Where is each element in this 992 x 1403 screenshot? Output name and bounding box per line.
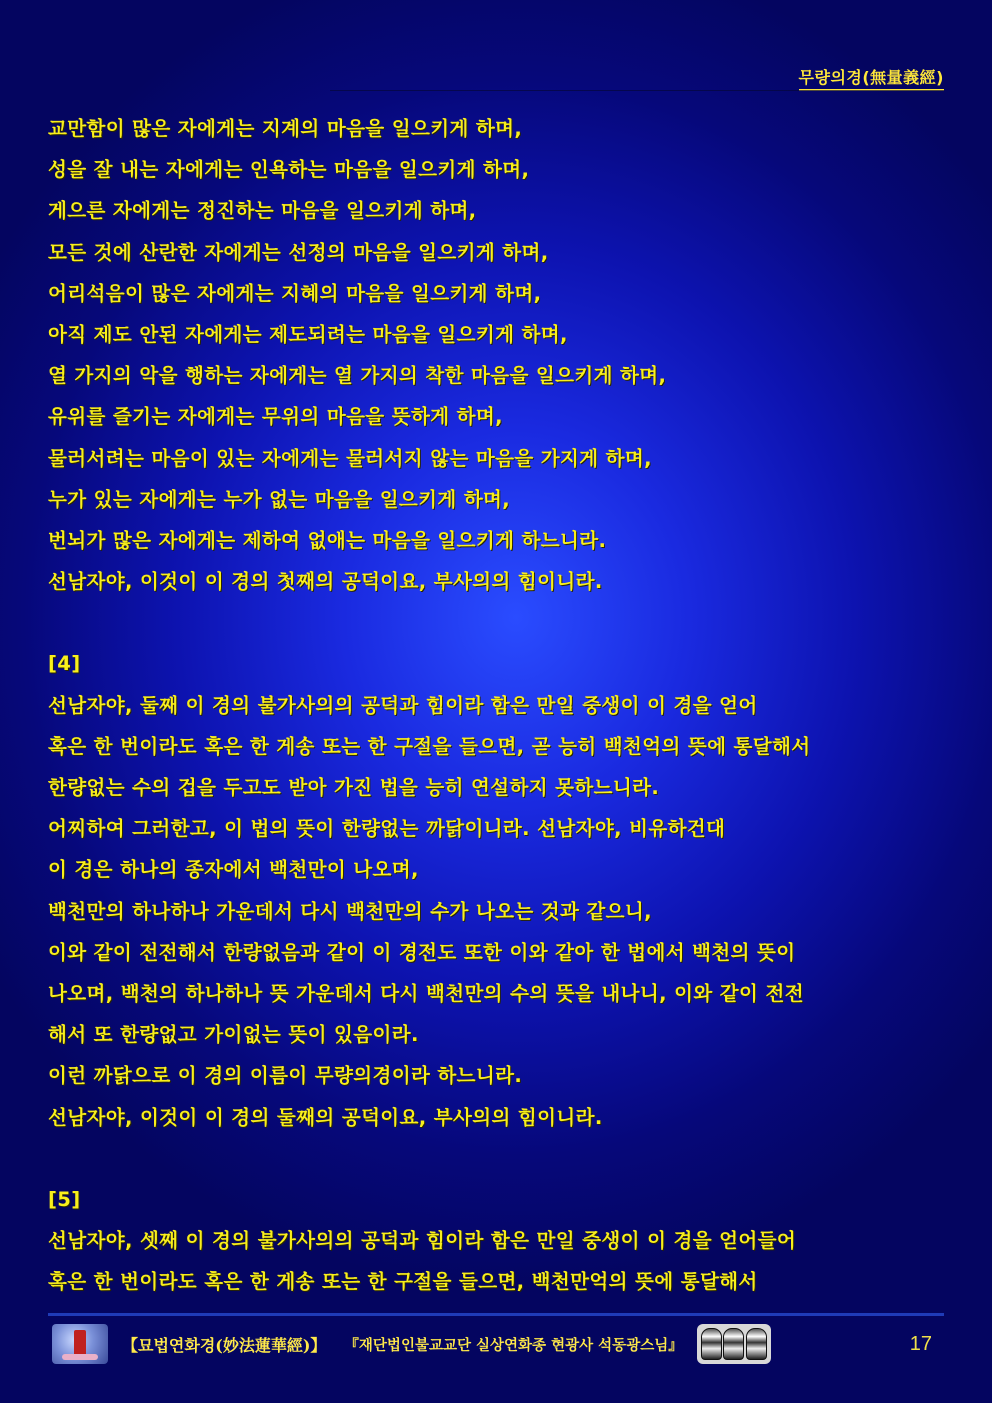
text-line: 해서 또 한량없고 가이없는 뜻이 있음이라. [48, 1023, 419, 1047]
text-line: 선남자야, 이것이 이 경의 첫째의 공덕이요, 부사의의 힘이니라. [48, 570, 603, 594]
text-line: 교만함이 많은 자에게는 지계의 마음을 일으키게 하며, [48, 117, 523, 140]
text-line: 이와 같이 전전해서 한량없음과 같이 이 경전도 또한 이와 같아 한 법에서 백천의 뜻이 [48, 940, 796, 964]
body-text [48, 108, 948, 1302]
text-line: 모든 것에 산란한 자에게는 선정의 마음을 일으키게 하며, [48, 240, 549, 264]
text-line: 누가 있는 자에게는 누가 없는 마음을 일으키게 하며, [48, 487, 511, 511]
section-number: [5] [48, 1187, 81, 1211]
text-line: 선남자야, 둘째 이 경의 불가사의의 공덕과 힘이라 함은 만일 중생이 이 경을 얻어 [48, 693, 758, 717]
text-line: 이런 까닭으로 이 경의 이름이 무량의경이라 하느니라. [48, 1064, 523, 1088]
paragraph-gap [48, 602, 948, 643]
text-line: 어찌하여 그러한고, 이 법의 뜻이 한량없는 까닭이니라. 선남자야, 비유하건대 [48, 817, 726, 841]
text-line: 어리석음이 많은 자에게는 지혜의 마음을 일으키게 하며, [48, 281, 542, 305]
paragraph-gap [48, 1138, 948, 1179]
text-line: 아직 제도 안된 자에게는 제도되려는 마음을 일으키게 하며, [48, 322, 568, 346]
footer-rule [48, 1313, 944, 1316]
footer-sutra-title: 【묘법연화경(妙法蓮華經)】 [122, 1335, 327, 1355]
cylinders-logo-icon [697, 1324, 771, 1364]
page-footer [52, 1322, 944, 1366]
text-line: 물러서려는 마음이 있는 자에게는 물러서지 않는 마음을 가지게 하며, [48, 446, 652, 470]
text-line: 게으른 자에게는 정진하는 마음을 일으키게 하며, [48, 199, 477, 223]
text-line: 한량없는 수의 겁을 두고도 받아 가진 법을 능히 연설하지 못하느니라. [48, 776, 660, 799]
text-line: 이 경은 하나의 종자에서 백천만이 나오며, [48, 858, 419, 882]
text-line: 열 가지의 악을 행하는 자에게는 열 가지의 착한 마음을 일으키게 하며, [48, 364, 667, 388]
temple-logo-icon [52, 1324, 108, 1364]
section-number: [4] [48, 652, 81, 676]
page-number: 17 [909, 1332, 932, 1355]
text-line: 백천만의 하나하나 가운데서 다시 백천만의 수가 나오는 것과 같으니, [48, 899, 652, 923]
text-line: 혹은 한 번이라도 혹은 한 게송 또는 한 구절을 들으면, 백천만억의 뜻에 통달해서 [48, 1270, 758, 1294]
footer-organization: 『재단법인불교교단 실상연화종 현광사 석동광스님』 [344, 1336, 683, 1354]
text-line: 선남자야, 셋째 이 경의 불가사의의 공덕과 힘이라 함은 만일 중생이 이 경을 얻어들어 [48, 1229, 797, 1253]
text-line: 나오며, 백천의 하나하나 뜻 가운데서 다시 백천만의 수의 뜻을 내나니, 이와 같이 전전 [48, 981, 804, 1005]
text-line: 선남자야, 이것이 이 경의 둘째의 공덕이요, 부사의의 힘이니라. [48, 1105, 603, 1129]
header-rule [330, 90, 944, 91]
running-header: 무량의경(無量義經) [799, 68, 944, 91]
text-line: 유위를 즐기는 자에게는 무위의 마음을 뜻하게 하며, [48, 405, 503, 429]
text-line: 혹은 한 번이라도 혹은 한 게송 또는 한 구절을 들으면, 곧 능히 백천억의 뜻에 통달해서 [48, 734, 811, 758]
text-line: 번뇌가 많은 자에게는 제하여 없애는 마음을 일으키게 하느니라. [48, 528, 607, 552]
text-line: 성을 잘 내는 자에게는 인욕하는 마음을 일으키게 하며, [48, 158, 530, 182]
